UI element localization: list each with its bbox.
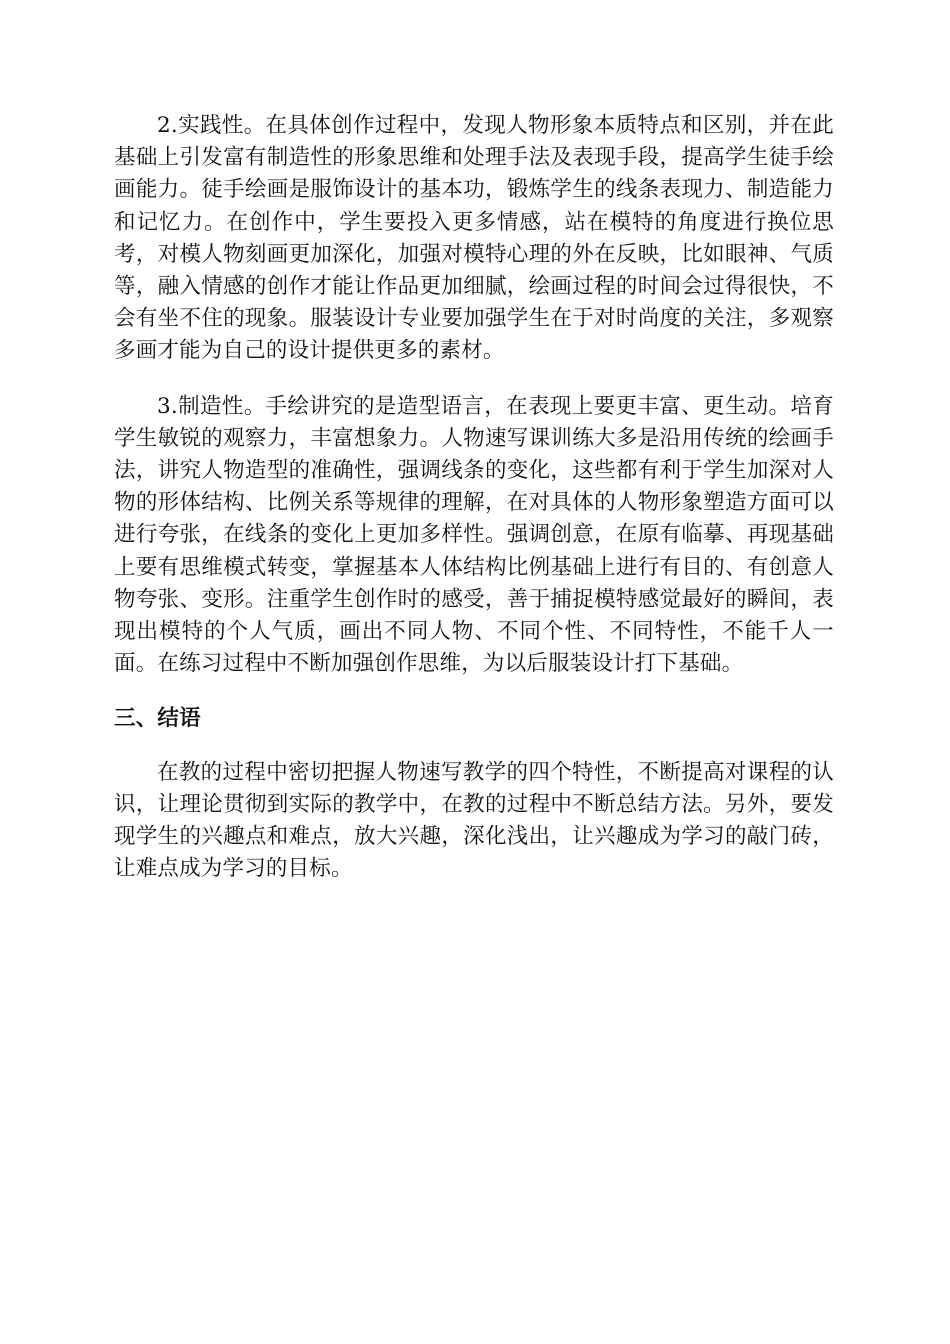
paragraph-conclusion: 在教的过程中密切把握人物速写教学的四个特性，不断提高对课程的认识，让理论贯彻到实际的教学中，在教的过程中不断总结方法。另外，要发现学生的兴趣点和难点，放大兴趣，深化浅出，让兴趣成为学习的敲门砖，让难点成为学习的目标。: [114, 759, 834, 882]
paragraph-creativity: 3.制造性。手绘讲究的是造型语言，在表现上要更丰富、更生动。培育学生敏锐的观察力，丰富想象力。人物速写课训练大多是沿用传统的绘画手法，讲究人物造型的准确性，强调线条的变化，这些都有利于学生加深对人物的形体结构、比例关系等规律的理解，在对具体的人物形象塑造方面可以进行夸张，在线条的变化上更加多样性。强调创意，在原有临摹、再现基础上要有思维模式转变，掌握基本人体结构比例基础上进行有目的、有创意人物夸张、变形。注重学生创作时的感受，善于捕捉模特感觉最好的瞬间，表现出模特的个人气质，画出不同人物、不同个性、不同特性，不能千人一面。在练习过程中不断加强创作思维，为以后服装设计打下基础。: [114, 393, 834, 677]
document-body: [114, 110, 834, 908]
section-heading-conclusion: 三、结语: [114, 706, 201, 732]
paragraph-practice: 2.实践性。在具体创作过程中，发现人物形象本质特点和区别，并在此基础上引发富有制造性的形象思维和处理手法及表现手段，提高学生徒手绘画能力。徒手绘画是服饰设计的基本功，锻炼学生的线条表现力、制造能力和记忆力。在创作中，学生要投入更多情感，站在模特的角度进行换位思考，对模人物刻画更加深化，加强对模特心理的外在反映，比如眼神、气质等，融入情感的创作才能让作品更加细腻，绘画过程的时间会过得很快，不会有坐不住的现象。服装设计专业要加强学生在于对时尚度的关注，多观察多画才能为自己的设计提供更多的素材。: [114, 113, 834, 364]
